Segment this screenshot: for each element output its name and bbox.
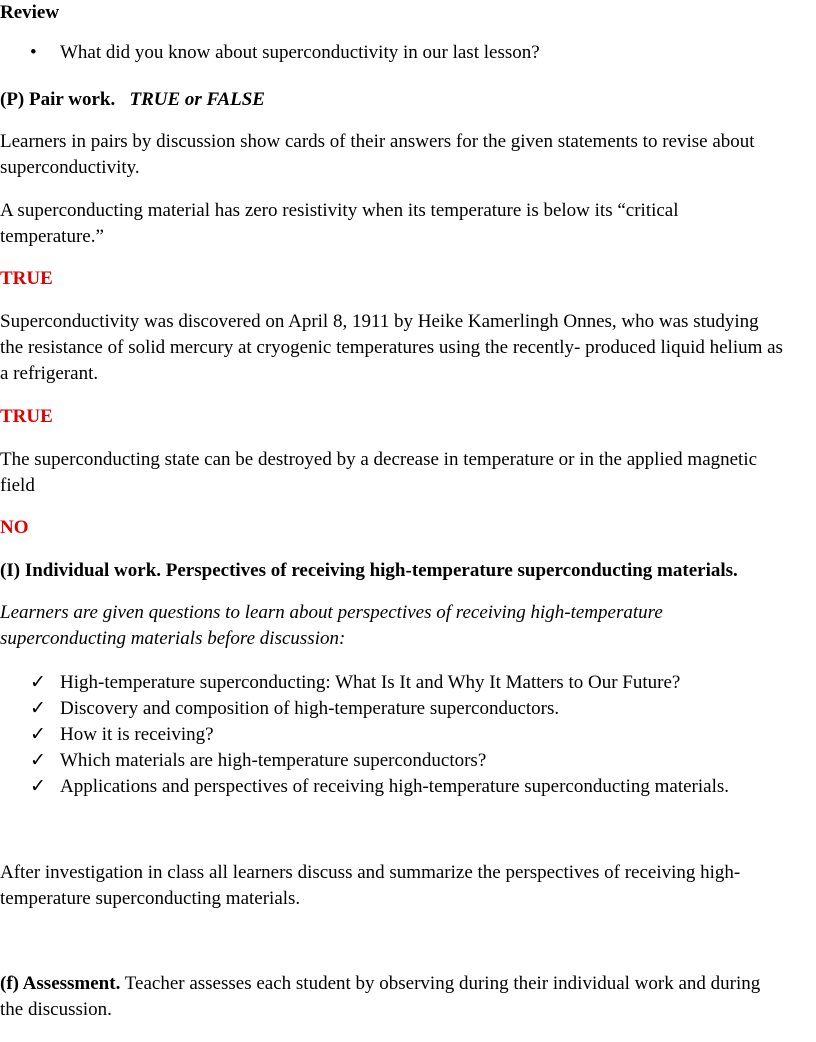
statement-3-answer: NO [0,517,29,538]
pair-work-heading: (P) Pair work. TRUE or FALSE [0,89,265,110]
statement-1-answer: TRUE [0,268,53,289]
individual-work-intro-line-1: Learners are given questions to learn about perspectives of receiving high-temperature [0,602,663,623]
individual-work-heading: (I) Individual work. Perspectives of receiving high-temperature superconducting materials. [0,560,738,581]
checkmark-icon: ✓ [30,750,46,771]
checklist-item-text: Discovery and composition of high-temperature superconductors. [60,698,560,719]
assessment-text: Teacher assesses each student by observing during their individual work and during [120,973,761,994]
individual-work-intro-line-2: superconducting materials before discussion: [0,628,346,649]
review-bullet-item [0,40,816,66]
statement-2-line-3: a refrigerant. [0,363,99,384]
bullet-icon: • [30,42,37,63]
statement-1-line-2: temperature.” [0,226,104,247]
checklist-item [0,748,816,774]
checklist-item-text: High-temperature superconducting: What Is It and Why It Matters to Our Future? [60,672,681,693]
checkmark-icon: ✓ [30,698,46,719]
statement-3-line-2: field [0,475,35,496]
checklist-item-text: Applications and perspectives of receiving high-temperature superconducting materials. [60,776,729,797]
checkmark-icon: ✓ [30,724,46,745]
checklist-item [0,774,816,800]
checklist-item-text: How it is receiving? [60,724,214,745]
assessment-label: (f) Assessment. [0,973,121,994]
statement-2-line-2: the resistance of solid mercury at cryogenic temperatures using the recently- produced liquid helium as [0,337,783,358]
review-heading: Review [0,2,60,23]
checklist-item [0,722,816,748]
summary-line-1: After investigation in class all learners discuss and summarize the perspectives of receiving high- [0,862,741,883]
statement-3-line-1: The superconducting state can be destroyed by a decrease in temperature or in the applied magnetic [0,449,758,470]
assessment-paragraph-line-1 [0,971,816,997]
checklist-item-text: Which materials are high-temperature superconductors? [60,750,487,771]
checklist-item [0,670,816,696]
pair-work-intro-line-1: Learners in pairs by discussion show cards of their answers for the given statements to revise about [0,131,755,152]
statement-1-line-1: A superconducting material has zero resistivity when its temperature is below its “critical [0,200,679,221]
pair-work-intro-line-2: superconductivity. [0,157,140,178]
summary-line-2: temperature superconducting materials. [0,888,301,909]
checklist-item [0,696,816,722]
statement-2-line-1: Superconductivity was discovered on April 8, 1911 by Heike Kamerlingh Onnes, who was studying [0,311,759,332]
checkmark-icon: ✓ [30,776,46,797]
statement-2-answer: TRUE [0,406,53,427]
review-question: What did you know about superconductivity in our last lesson? [60,42,540,63]
assessment-paragraph-line-2: the discussion. [0,999,112,1020]
checkmark-icon: ✓ [30,672,46,693]
